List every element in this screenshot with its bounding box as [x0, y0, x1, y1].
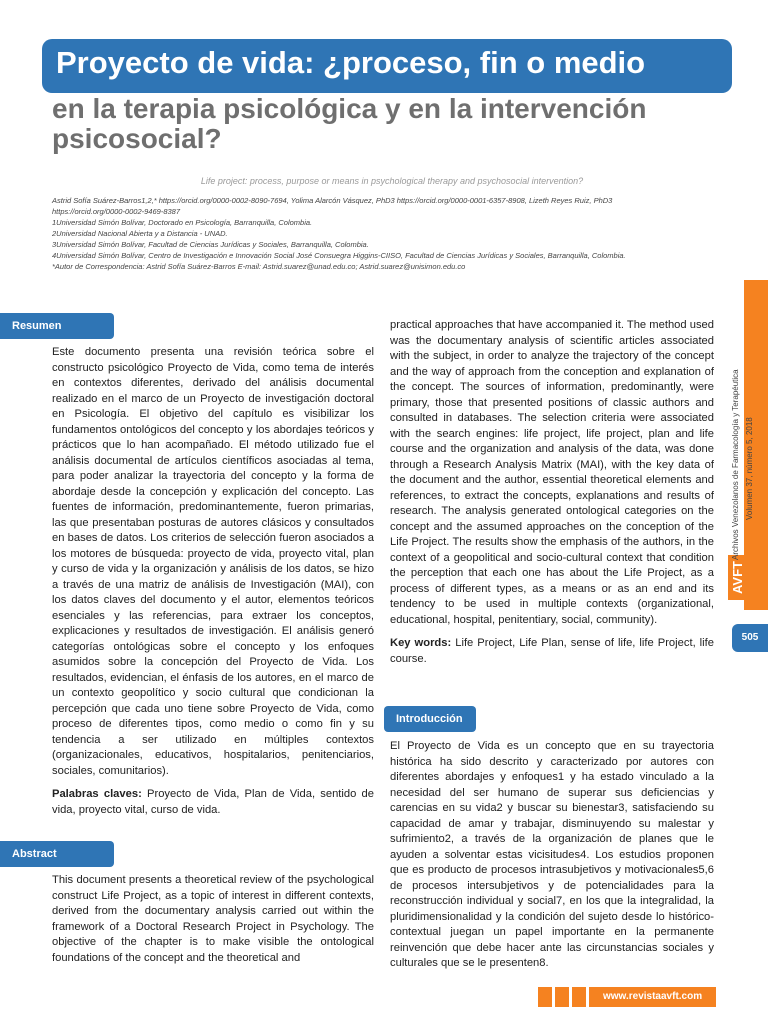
journal-name: Archivos Venezolanos de Farmacología y Terapéutica: [731, 369, 740, 560]
left-column: [52, 345, 374, 826]
affiliation-3: 3Universidad Simón Bolívar, Facultad de Ciencias Jurídicas y Sociales, Barranquilla, Colombia.: [52, 240, 369, 249]
affiliation-2: 2Universidad Nacional Abierta y a Distancia - UNAD.: [52, 229, 228, 238]
page-number: 505: [732, 624, 768, 652]
resumen-text: Este documento presenta una revisión teórica sobre el constructo psicológico Proyecto de Vida, como tema de interés en contextos diferentes, derivado del análisis documental realizado en el marco de un Proyecto de investigación doctoral en Psicología. El objetivo del capítulo es visibilizar los fundamentos ontológicos del concepto y los abordajes teóricos y prácticos que lo han acompañado. El método utilizado fue el análisis documental de artículos científicos asociadas al tema, para poder analizar la trayectoria del concepto y la forma de abordaje desde la concepción y explicación del concepto. Las fuentes de información, predominantemente, fueron primarias, las que presentaban posturas de autores clásicos y consultados en bases de datos. Los criterios de selección fueron asociados a los motores de búsqueda: proyecto de vida, proyecto vital, plan y curso de vida y la organización y análisis de los datos, se hizo a través de una matriz de análisis de Investigación (MAI), con los datos claves del documento y el autor, elementos teóricos esenciales y las referencias, para extraer los conceptos, explicaciones y resultados de investigación. El análisis generó categorías ontológicas sobre el concepto y los enfoques asumidos sobre la concepción del Proyecto de Vida. Los resultados, evidencian, el énfasis de los autores, en el marco de un contexto geopolítico y socio cultural que condicionan la percepción que cada uno tiene sobre Proyecto de Vida, como proceso de diferentes tipos, como medio o como fin y su tendencia a ser utilizado en múltiples contextos (organizacionales, educativos, hospitalarios, penitenciarios, sociales, comunitarios).: [52, 346, 374, 777]
journal-logo: AVFT: [728, 555, 747, 600]
affiliation-4: 4Universidad Simón Bolívar, Centro de Investigación e Innovación Social José Consuegra Higgins-CIISO, Facultad de Ciencias Jurídicas y Sociales, Barranquilla, Colombia.: [52, 251, 626, 260]
keywords-label: Key words:: [390, 637, 452, 649]
introduccion-heading: Introducción: [384, 706, 476, 732]
authors-block: [52, 195, 717, 272]
footer-bar: [538, 987, 716, 1007]
intro-text: El Proyecto de Vida es un concepto que en su trayectoria histórica ha sido descrito y caracterizado por autores con diferentes abordajes y enfoques1 y ha estado vinculado a la necesidad del ser humano de superar sus deficiencias y carencias en su vida2 y buscar su bienestar3, satisfaciendo su capacidad de amar y trabajar, disminuyendo su malestar y sufrimiento2, a través de la organización de planes que le ayuden a solventar estas vicisitudes4. Los estudios proponen que es producto de procesos intrasubjetivos y motivacionales5,6 de procesos intersubjetivos y de potencialidades para la reconstrucción individual y social7, en los que la integralidad, la pluridimensionalidad y la condición del sujeto desde lo histórico-contextual juegan un papel importante en la permanente reinvención que debe hacer ante las circunstancias sociales y culturales que se le presenten8.: [390, 740, 714, 969]
article-title: Proyecto de vida: ¿proceso, fin o medio: [56, 45, 646, 80]
palabras-claves: [52, 787, 374, 818]
article-subtitle: [52, 94, 732, 154]
affiliation-1: 1Universidad Simón Bolívar, Doctorado en Psicología, Barranquilla, Colombia.: [52, 218, 313, 227]
title-banner: [42, 39, 732, 93]
subtitle-line-2: psicosocial?: [52, 123, 222, 154]
abstract-left: [52, 873, 374, 974]
english-title: Life project: process, purpose or means in psychological therapy and psychosocial intervention?: [200, 176, 584, 186]
footer-square: [572, 987, 586, 1007]
authors-line-2: https://orcid.org/0000-0002-9469-8387: [52, 207, 181, 216]
palabras-text: Proyecto de Vida, Plan de Vida, sentido de vida, proyecto vital, curso de vida.: [52, 788, 374, 816]
journal-volume: Volumen 37, número 5, 2018: [745, 417, 754, 520]
footer-square: [555, 987, 569, 1007]
subtitle-line-1: en la terapia psicológica y en la intervención: [52, 93, 647, 124]
abstract-continued: practical approaches that have accompanied it. The method used was the documentary analysis of scientific articles associated with the subject, in order to analyze the trajectory of the concept and the way of approach from the conception and explanation of the concept. The sources of information, predominantly, were primary, those that presented positions of classic authors and consulted in databases. The selection criteria were associated with the search engines: life project, life project, plan and life course and the organization and analysis of the data, was done through a Research Analysis Matrix (MAI), with the key data of the document and the author, essential theoretical elements and references, to extract the concepts, explanations and results of research. The analysis generated ontological categories on the concept and the assumed approaches on the conception of the Life Project. The results show the emphasis of the authors, in the context of a geopolitical and socio-cultural context that condition the perception that each one has about the Life Project, as a process of different types, as a means or as an end and its tendency to be used in multiple contexts (organizational, educational, hospital, penitentiary, social, community).: [390, 319, 714, 626]
keywords-text: Life Project, Life Plan, sense of life, life Project, life course.: [390, 637, 714, 665]
abstract-text: This document presents a theoretical review of the psychological construct Life Project, as a topic of interest in different contexts, derived from the documentary analysis carried out within the framework of a Doctoral Research Project in Psychology. The objective of the chapter is to make visible the ontological foundations of the concept and the theoretical and: [52, 874, 374, 964]
abstract-heading: Abstract: [0, 841, 114, 867]
footer-url-link[interactable]: www.revistaavft.com: [589, 987, 716, 1007]
palabras-label: Palabras claves:: [52, 788, 142, 800]
intro-column: [390, 739, 714, 980]
key-words: [390, 636, 714, 667]
right-column: [390, 318, 714, 675]
resumen-heading: Resumen: [0, 313, 114, 339]
authors-line-1: Astrid Sofía Suárez-Barros1,2,* https://orcid.org/0000-0002-8090-7694, Yolima Alarcón Vásquez, PhD3 https://orcid.org/0000-0001-6357-8908, Lizeth Reyes Ruiz, PhD3: [52, 196, 613, 205]
corresponding-author: *Autor de Correspondencia: Astrid Sofía Suárez-Barros E-mail: Astrid.suarez@unad.edu.co; Astrid.suarez@unisimon.edu.co: [52, 262, 466, 271]
footer-square: [538, 987, 552, 1007]
